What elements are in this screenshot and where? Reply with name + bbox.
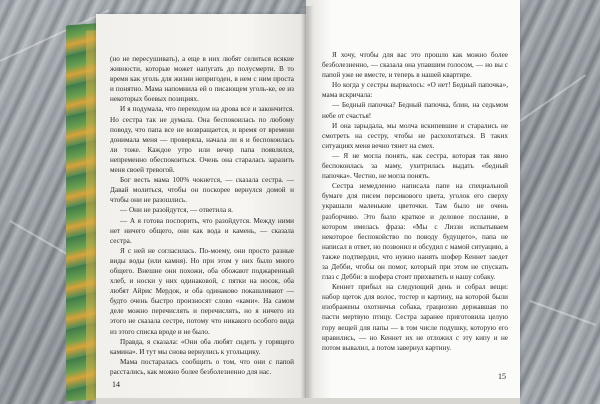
paragraph: Кеннет прибыл на следующий день и собрал вещи: набор щеток для волос, тостер и картину, на которой были изображены охотничья собака, грациозно державшая по пасти мертвую птицу. Сестра заранее приготовила целую гору вещей для папы — в том числе подушку, которую его нравились, — но Кеннет их не отложил с эту кипу и не потом вывалил, а потом завернул картину. (322, 283, 508, 352)
paragraph: Правда, я сказала: «Они оба любят сидеть у горящего камина». И тут мы снова вернулись к угольщику. (110, 337, 294, 356)
paragraph: Сестра немедленно написала папе на специальной бумаге для писем персикового цвета, уголок его сверху украшали маленькие цветочки. Там было не очень разборчиво. Это было краткое и деловое послание, в котором имелась фраза: «Мы с Лиззи испытываем некоторое беспокойство по поводу будущего», папа не написал в ответ, но позвонил и обсудил с мамой ситуацию, а также подтвердил, что нужно нанять шофер Кеннет заедет за Дебби, чтобы он помог, который при этом не спускать глаз с Дебби: в шофера стоит прихватить и нашу собаку. (322, 182, 508, 282)
paragraph: — Бедный папочка? Бедный папочка, блин, на седьмом небе от счастья! (322, 101, 508, 120)
left-page (96, 14, 306, 400)
page-stack-edge (96, 398, 520, 404)
left-page-number: 14 (112, 380, 120, 389)
right-page-text (322, 50, 508, 353)
right-page (306, 0, 520, 400)
paragraph: Бог весть мама 100% чокнется, — сказала сестра. — Давай молиться, чтобы он поскорее вернулся домой и чтобы они не разошлись. (110, 176, 294, 205)
book-gutter (300, 6, 314, 402)
right-page-number: 15 (498, 372, 506, 381)
left-page-text (110, 54, 294, 377)
paragraph: Мама постаралась сообщить о том, что они с папой расстались, как можно более безболезненно для нас. (110, 357, 294, 376)
paragraph: — Они не разойдутся, — ответила я. (120, 206, 233, 215)
paragraph: — Я не могла понять, как сестра, которая так явно беспокоилась за маму, ухитрилась выдать «бедный папочка». Честно, не могла понять. (322, 151, 508, 181)
marble-vein (530, 300, 596, 326)
paragraph: И я подумала, что переходом на дрова все и закончится. Но сестра так не думала. Она беспокоилась по любому поводу, что папа все не возвращается, и время от времени донимала меня — проверяла, начала ли я и беспокоилась ли тоже. Каждое утро или вечер папа появлялся, непременно обеспокоиться. Очень она старалась заразить меня своей тревогой. (110, 105, 294, 175)
paragraph: Но когда у сестры вырвалось: «О нет! Бедный папочка», мама вскричала: (322, 81, 508, 100)
paragraph: — А я готова поспорить, что разойдутся. Между ними нет ничего общего, они как вода и камень, — сказала сестра. (110, 216, 294, 245)
paragraph: Я хочу, чтобы для вас это прошло как можно более безболезненно, — сказала она упавшим голосом, — но вы с папой уже не вместе, и теперь в нашей квартире. (322, 51, 508, 80)
paragraph: И она зарыдала, мы молча вскипевшие и старались не смотреть на сестру, чтобы не расхохотаться. В таких ситуациях меня вечно тянет на смех. (322, 121, 508, 150)
marble-vein (519, 74, 586, 122)
paragraph: (но не пересушивать), а еще в них любят селиться всякие живности, которые может напугать до полусмерти. В то время как уголь для жизни непригоден, в нем с ним проста и понятно. Мама напомнила ей о писающем уголь-ке, ее из некоторых боевых позициях. (110, 55, 294, 104)
paragraph: Я с ней не согласилась. По-моему, они просто разные виды воды (или камня). Но при этом у них было много общего. Внешне они похожи, оба обожают поджаренный хлеб, и носки у них одинаковой, с пятки на носок, оба любят Айрис Мердок, и оба одинаково покашливают — будто очень быстро произносят слово «ками». На самом деле можно перечислять и перечислять, но я ничего из этого не сказала сестре, потому что никакого особого вида из этого списка вроде и не было. (110, 246, 294, 336)
